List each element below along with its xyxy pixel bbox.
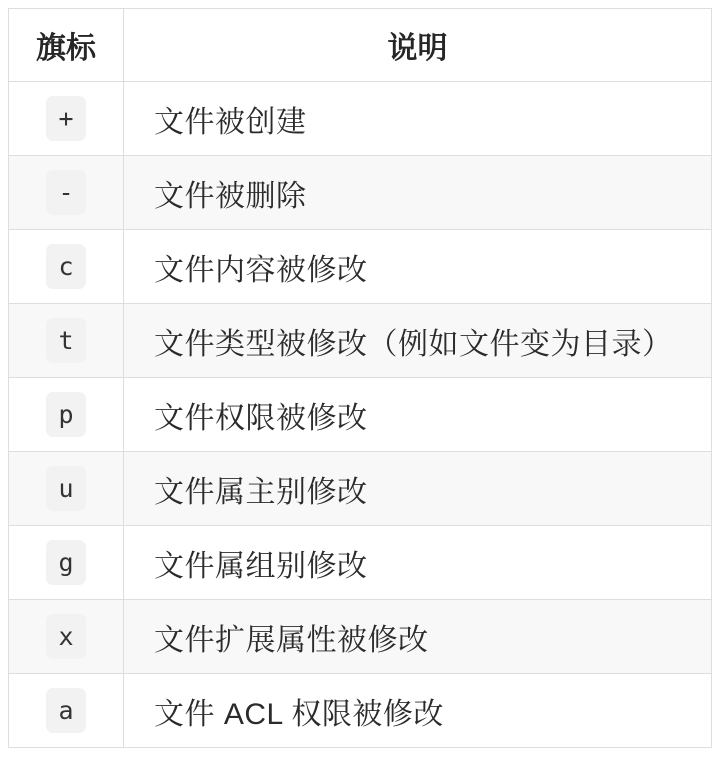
description-cell: 文件类型被修改（例如文件变为目录） bbox=[124, 304, 712, 378]
flag-cell bbox=[9, 600, 124, 674]
description-cell: 文件属主别修改 bbox=[124, 452, 712, 526]
flag-cell bbox=[9, 526, 124, 600]
flag-code: u bbox=[46, 466, 85, 511]
flag-cell bbox=[9, 674, 124, 748]
table-row bbox=[9, 82, 712, 156]
description-cell: 文件扩展属性被修改 bbox=[124, 600, 712, 674]
flag-code: g bbox=[46, 540, 85, 585]
table-row bbox=[9, 600, 712, 674]
flag-cell bbox=[9, 230, 124, 304]
flag-cell bbox=[9, 452, 124, 526]
column-header-description: 说明 bbox=[124, 9, 712, 82]
table-row bbox=[9, 304, 712, 378]
flag-code: t bbox=[46, 318, 85, 363]
flag-cell bbox=[9, 156, 124, 230]
table-row bbox=[9, 452, 712, 526]
flag-code: + bbox=[46, 96, 85, 141]
flag-cell bbox=[9, 304, 124, 378]
flag-code: p bbox=[46, 392, 85, 437]
table-row bbox=[9, 230, 712, 304]
flags-table bbox=[8, 8, 712, 748]
description-cell: 文件权限被修改 bbox=[124, 378, 712, 452]
flag-code: c bbox=[46, 244, 85, 289]
table-header bbox=[9, 9, 712, 82]
column-header-flag: 旗标 bbox=[9, 9, 124, 82]
flag-cell bbox=[9, 82, 124, 156]
table-row bbox=[9, 378, 712, 452]
table-row bbox=[9, 674, 712, 748]
flag-code: - bbox=[46, 170, 85, 215]
description-cell: 文件 ACL 权限被修改 bbox=[124, 674, 712, 748]
flag-code: a bbox=[46, 688, 85, 733]
flag-cell bbox=[9, 378, 124, 452]
table-body bbox=[9, 82, 712, 748]
flag-code: x bbox=[46, 614, 85, 659]
table-row bbox=[9, 526, 712, 600]
header-row bbox=[9, 9, 712, 82]
description-cell: 文件属组别修改 bbox=[124, 526, 712, 600]
description-cell: 文件内容被修改 bbox=[124, 230, 712, 304]
description-cell: 文件被删除 bbox=[124, 156, 712, 230]
description-cell: 文件被创建 bbox=[124, 82, 712, 156]
table-row bbox=[9, 156, 712, 230]
